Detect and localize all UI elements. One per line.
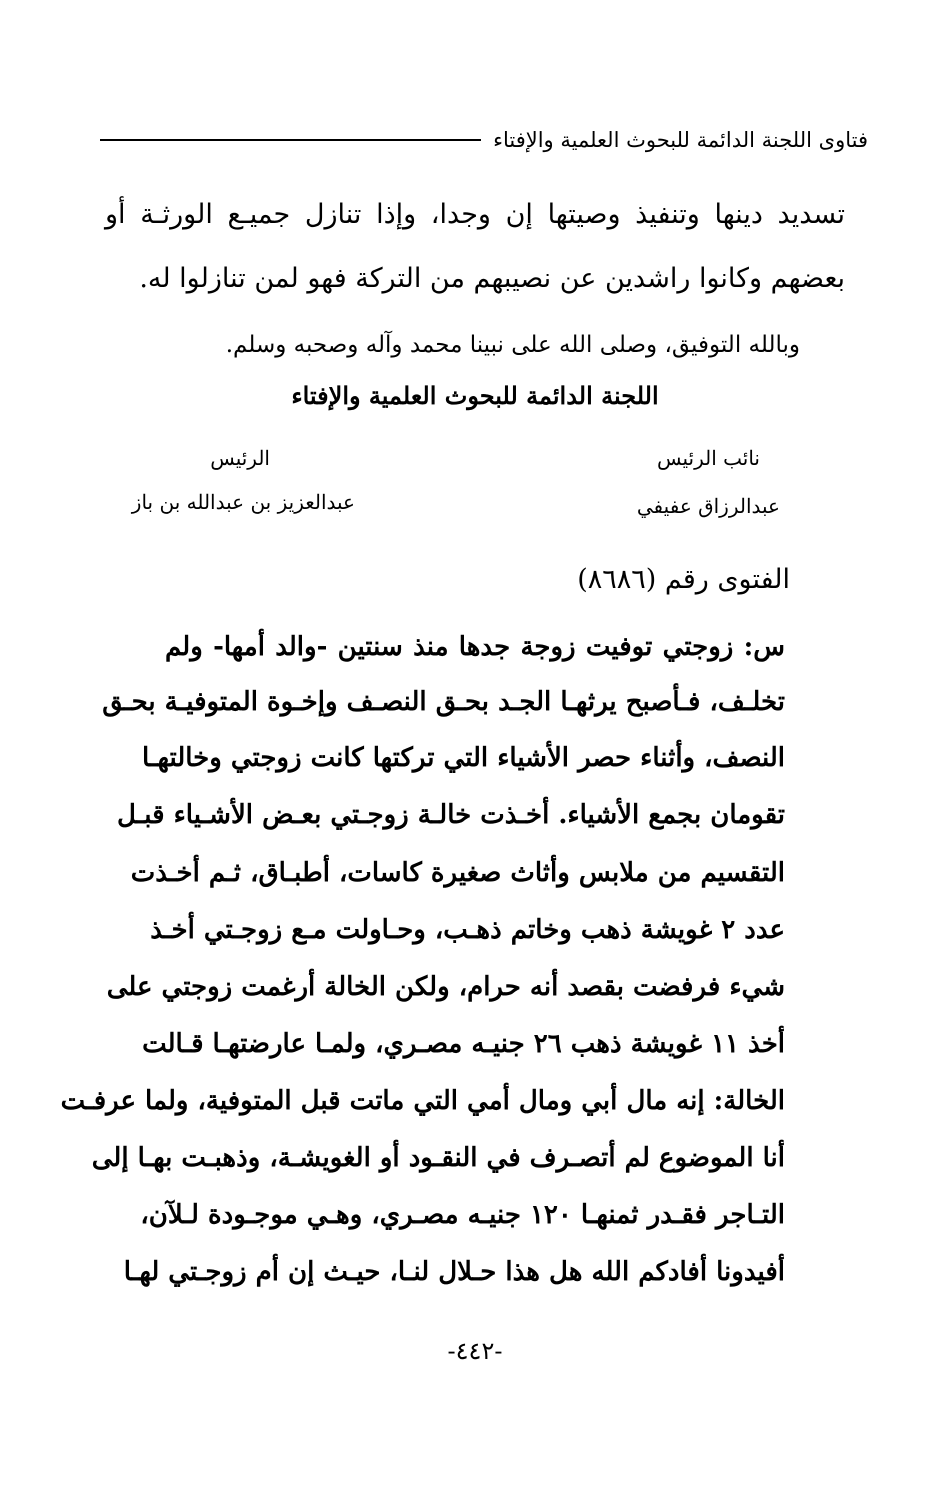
president-title: الرئيس: [210, 446, 270, 470]
fatwa-number: الفتوى رقم (٨٦٨٦): [577, 564, 790, 595]
question-line: س: زوجتي توفيت زوجة جدها منذ سنتين -والد أمها- ولم: [165, 632, 785, 662]
vice-president-name: عبدالرزاق عفيفي: [636, 494, 780, 518]
question-line: أخذ ١١ غويشة ذهب ٢٦ جنيـه مصـري، ولمـا عارضتهـا قـالت: [142, 1029, 785, 1059]
question-line: شيء فرفضت بقصد أنه حرام، ولكن الخالة أرغمت زوجتي على: [106, 972, 785, 1002]
paragraph-line: بعضهم وكانوا راشدين عن نصيبهم من التركة فهو لمن تنازلوا له.: [139, 263, 845, 294]
question-line: النصف، وأثناء حصر الأشياء التي تركتها كانت زوجتي وخالتهـا: [141, 743, 785, 773]
header-rule: [100, 139, 481, 141]
running-header: [100, 118, 868, 162]
question-line: أنا الموضوع لم أتصـرف في النقـود أو الغويشـة، وذهبـت بهـا إلى: [91, 1143, 785, 1173]
committee-name: اللجنة الدائمة للبحوث العلمية والإفتاء: [291, 381, 659, 410]
question-line: التـاجر فقـدر ثمنهـا ١٢٠ جنيـه مصـري، وهـي موجـودة لـلآن،: [140, 1200, 785, 1230]
question-line: تقومان بجمع الأشياء. أخـذت خالـة زوجـتي بعـض الأشـياء قبـل: [116, 800, 785, 830]
vice-president-title: نائب الرئيس: [656, 446, 760, 470]
page-number: -٤٤٢-: [447, 1337, 503, 1365]
president-name: عبدالعزيز بن عبدالله بن باز: [131, 490, 355, 514]
question-line: أفيدونا أفادكم الله هل هذا حـلال لنـا، حيـث إن أم زوجـتي لهـا: [123, 1257, 785, 1287]
question-line: التقسيم من ملابس وأثاث صغيرة كاسات، أطبـاق، ثـم أخـذت: [130, 858, 785, 888]
question-line: عدد ٢ غويشة ذهب وخاتم ذهـب، وحـاولت مـع زوجـتي أخـذ: [150, 915, 785, 945]
question-line: تخلـف، فـأصبح يرثهـا الجـد بحـق النصـف وإخـوة المتوفيـة بحـق: [102, 687, 785, 717]
paragraph-line: تسديد دينها وتنفيذ وصيتها إن وجدا، وإذا تنازل جميـع الورثـة أو: [105, 199, 845, 230]
header-title: فتاوى اللجنة الدائمة للبحوث العلمية والإفتاء: [493, 128, 868, 152]
question-line: الخالة: إنه مال أبي ومال أمي التي ماتت قبل المتوفية، ولما عرفـت: [60, 1086, 785, 1116]
closing-line: وبالله التوفيق، وصلى الله على نبينا محمد وآله وصحبه وسلم.: [225, 332, 800, 358]
